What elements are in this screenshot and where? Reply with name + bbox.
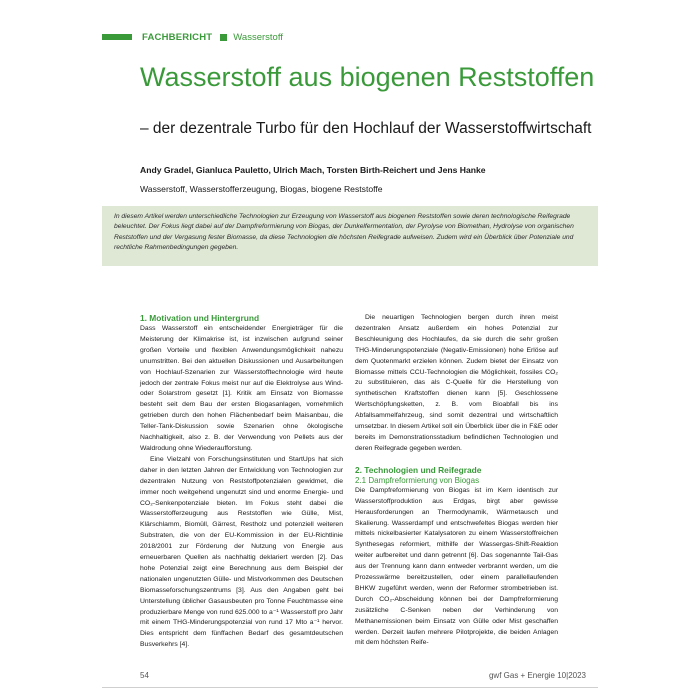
authors: Andy Gradel, Gianluca Pauletto, Ulrich Mach, Torsten Birth-Reichert und Jens Hanke	[140, 165, 486, 175]
section2-subheading: 2.1 Dampfreformierung von Biogas	[355, 475, 480, 485]
header-square-icon	[220, 34, 227, 41]
section1-paragraph-3: Die neuartigen Technologien bergen durch ihren meist dezentralen Ansatz außerdem ein hohes Potenzial zur Beschleunigung des Hochlaufes, da sie durch die sehr großen THG-Minderungspotenziale (Negativ-Emissionen) hohe Erlöse auf dem Quotenmarkt erzielen können. Zudem bietet der Einsatz von Biomasse mittels CCU-Technologien die Möglichkeit, fossiles CO₂ zu substituieren, das als C-Quelle für die Herstellung von synthetischen Kraftstoffen dienen kann [5]. Geschlossene Wertschöpfungsketten, z. B. vom Bioabfall bis ins Abfallsammelfahrzeug, sind somit dezentral und wirtschaftlich umsetzbar. In diesem Artikel soll ein Überblick über die in F&E oder bereits im Demonstrationsstadium befindlichen Technologien und deren Reifegrade gegeben werden.	[355, 314, 558, 452]
journal-issue: gwf Gas + Energie 10|2023	[488, 671, 586, 680]
column-left	[140, 313, 343, 651]
article-title: Wasserstoff aus biogenen Reststoffen	[140, 62, 595, 92]
section2-paragraph-1: Die Dampfreformierung von Biogas ist im Kern identisch zur Wasserstoffproduktion aus Erdgas, birgt aber gewisse Herausforderungen an Thermodynamik, Wärmetausch und Skalierung. Wasserdampf und entschwefeltes Biogas werden hier mittels nickelbasierter Katalysatoren zu einem Wasserstoffreichen Synthesegas reformiert, mithilfe der Wassergas-Shift-Reaktion weiter aufbereitet und dann getrennt [6]. Das sogenannte Tail-Gas aus der Trennung kann dann entweder verbrannt werden, um die Prozesswärme bereitzustellen, oder einem parallellaufenden BHKW zugeführt werden, wenn der Reformer strombetrieben ist. Durch CO₂-Abscheidung können bei der Dampfreformierung zusätzliche C-Senken neben der Verhinderung von Methanemissionen beim Einsatz von Gülle oder Mist geschaffen werden. Derzeit laufen mehrere Pilotprojekte, die beiden Anlagen mit dem höchsten Reife-	[355, 486, 558, 647]
header-category: FACHBERICHT	[142, 31, 213, 43]
section1-heading: 1. Motivation und Hintergrund	[140, 313, 260, 323]
keywords: Wasserstoff, Wasserstofferzeugung, Biogas, biogene Reststoffe	[140, 184, 383, 194]
article-subtitle: – der dezentrale Turbo für den Hochlauf der Wasserstoffwirtschaft	[140, 120, 592, 137]
footer-divider	[102, 687, 598, 688]
section1-paragraph-2: Eine Vielzahl von Forschungsinstituten und StartUps hat sich daher in den letzten Jahren der Entwicklung von Technologien zur dezentralen Nutzung von Reststoffpotenzialen gewidmet, die immer noch weitgehend ungenutzt sind und enorme Energie- und CO₂-Senkenpotenziale bieten. Im Fokus steht dabei die Wasserstofferzeugung aus Reststoffen wie Gülle, Mist, Klärschlamm, Biomüll, Gärrest, Restholz und potenziell weiteren Substraten, die von der EU-Kommission in der EU-Richtlinie 2018/2001 zur Förderung der Nutzung von Energie aus erneuerbaren Quellen als nachhaltig deklariert werden [2]. Das hohe Potenzial zeigt eine Berechnung aus dem Beispiel der nationalen ungenutzten Gülle- und Mistvorkommen des Deutschen Biomasseforschungszentrums [3]. Aus den Angaben geht bei Unterstellung üblicher Gasausbeuten pro Tonne Feuchtmasse eine produzierbare Menge von rund 625.000 to a⁻¹ Wasserstoff pro Jahr mit einem THG-Minderungspotenzial von rund 17 Mto a⁻¹ hervor. Dies entspricht dem fünffachen Bedarf des gesamtdeutschen Busverkehrs [4].	[140, 455, 343, 649]
abstract-box	[102, 206, 598, 266]
abstract-text: In diesem Artikel werden unterschiedliche Technologien zur Erzeugung von Wasserstoff aus biogenen Reststoffen sowie deren technologische Reifegrade beleuchtet. Der Fokus liegt dabei auf der Dampfreformierung von Biogas, der Dunkelfermentation, der Pyrolyse von Biomethan, Hydrolyse von organischen Reststoffen und der Vergasung fester Biomasse, da diese Technologien die höchsten Reifegrade aufweisen. Zudem wird ein Überblick über Potenziale und rechtliche Rahmenbedingungen gegeben.	[114, 213, 574, 251]
header-topic: Wasserstoff	[233, 31, 283, 43]
section2-heading: 2. Technologien und Reifegrade	[355, 464, 482, 475]
column-right	[355, 313, 558, 649]
section1-paragraph-1: Dass Wasserstoff ein entscheidender Energieträger für die Meisterung der Klimakrise ist, ist inzwischen aufgrund seiner großen Vorteile und flexiblen Anwendungsmöglichkeit nahezu unumstritten. Bei den aktuellen Diskussionen und Ausarbeitungen von Hochlauf-Szenarien zur Wasserstofftechnologie wird heute jedoch der zentrale Fokus meist nur auf die Elektrolyse aus Wind- oder Solarstrom gesetzt [1]. Kritik am Einsatz von Biomasse besteht seit dem Bau der ersten Biogasanlagen, vornehmlich getrieben durch den hohen Flächenbedarf beim Maisanbau, die Teller-Tank-Diskussion sowie Szenarien ohne ökologische Nachhaltigkeit, also z. B. der Verwendung von Pellets aus der Waldrodung ohne Wiederaufforstung.	[140, 325, 343, 452]
header-accent-bar	[102, 34, 132, 40]
page-number: 54	[140, 671, 149, 680]
section-header	[102, 30, 283, 44]
